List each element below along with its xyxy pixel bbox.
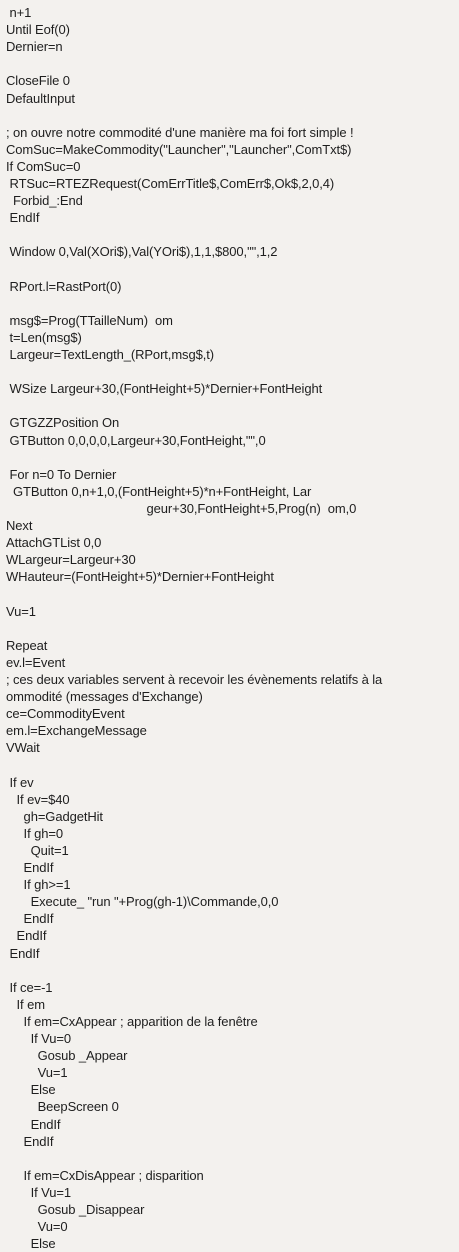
code-line: geur+30,FontHeight+5,Prog(n) om,0 <box>6 500 357 516</box>
code-line: EndIf <box>6 210 40 226</box>
code-line: Gosub _Appear <box>6 1048 128 1064</box>
code-line: GTGZZPosition On <box>6 415 120 431</box>
code-line: EndIf <box>6 1116 61 1132</box>
code-line: If gh>=1 <box>6 877 71 893</box>
code-line: EndIf <box>6 860 54 875</box>
code-line: DefaultInput <box>6 90 75 106</box>
code-listing <box>6 5 456 1252</box>
code-line: Largeur=TextLength_(RPort,msg$,t) <box>6 347 214 362</box>
code-line: If ComSuc=0 <box>6 158 81 174</box>
code-line: VWait <box>6 740 40 756</box>
code-line: If ev=$40 <box>6 791 70 807</box>
code-line: ommodité (messages d'Exchange) <box>6 689 203 704</box>
code-line: n+1 <box>6 5 32 20</box>
code-line: GTButton 0,0,0,0,Largeur+30,FontHeight,"",0 <box>6 432 266 448</box>
code-line: Dernier=n <box>6 39 63 55</box>
code-line: AttachGTList 0,0 <box>6 535 102 551</box>
code-line: RPort.l=RastPort(0) <box>6 278 122 294</box>
code-line: Vu=1 <box>6 1065 68 1081</box>
code-line: Gosub _Disappear <box>6 1202 145 1217</box>
code-line: If em=CxAppear ; apparition de la fenêtre <box>6 1013 258 1029</box>
code-line: Repeat <box>6 637 48 653</box>
code-line: EndIf <box>6 928 47 944</box>
code-line: EndIf <box>6 945 40 961</box>
code-line: WHauteur=(FontHeight+5)*Dernier+FontHeight <box>6 569 274 585</box>
code-line: Quit=1 <box>6 842 69 858</box>
code-line: em.l=ExchangeMessage <box>6 723 147 739</box>
code-line: gh=GadgetHit <box>6 808 103 824</box>
code-line: ; on ouvre notre commodité d'une manière ma foi fort simple ! <box>6 124 354 140</box>
code-line: Next <box>6 518 33 533</box>
code-line: If em=CxDisAppear ; disparition <box>6 1167 204 1183</box>
code-line: ComSuc=MakeCommodity("Launcher","Launcher",ComTxt$) <box>6 141 352 157</box>
code-line: Until Eof(0) <box>6 22 70 38</box>
code-line: Window 0,Val(XOri$),Val(YOri$),1,1,$800,"",1,2 <box>6 244 278 260</box>
code-line: ce=CommodityEvent <box>6 706 125 722</box>
code-line: EndIf <box>6 911 54 927</box>
code-line: If ce=-1 <box>6 979 53 995</box>
code-line: BeepScreen 0 <box>6 1099 119 1115</box>
code-line: If Vu=0 <box>6 1031 71 1046</box>
code-line: Else <box>6 1236 56 1252</box>
code-line: For n=0 To Dernier <box>6 466 117 482</box>
code-line: If Vu=1 <box>6 1184 71 1200</box>
code-line: EndIf <box>6 1133 54 1149</box>
code-line: ; ces deux variables servent à recevoir les évènements relatifs à la <box>6 671 383 687</box>
code-line: GTButton 0,n+1,0,(FontHeight+5)*n+FontHeight, Lar <box>6 483 312 499</box>
code-line: Else <box>6 1082 56 1098</box>
code-line: Forbid_:End <box>6 193 83 209</box>
code-line: CloseFile 0 <box>6 73 70 89</box>
code-line: If em <box>6 996 45 1012</box>
code-line: RTSuc=RTEZRequest(ComErrTitle$,ComErr$,Ok$,2,0,4) <box>6 176 335 191</box>
code-line: msg$=Prog(TTailleNum) om <box>6 312 173 328</box>
code-line: If ev <box>6 774 34 790</box>
code-line: ev.l=Event <box>6 654 66 670</box>
code-line: WLargeur=Largeur+30 <box>6 552 136 568</box>
code-line: If gh=0 <box>6 825 63 841</box>
code-line: Execute_ "run "+Prog(gh-1)\Commande,0,0 <box>6 894 279 910</box>
code-line: Vu=1 <box>6 603 36 619</box>
code-line: WSize Largeur+30,(FontHeight+5)*Dernier+FontHeight <box>6 381 323 397</box>
code-line: t=Len(msg$) <box>6 329 82 345</box>
code-line: Vu=0 <box>6 1219 68 1235</box>
